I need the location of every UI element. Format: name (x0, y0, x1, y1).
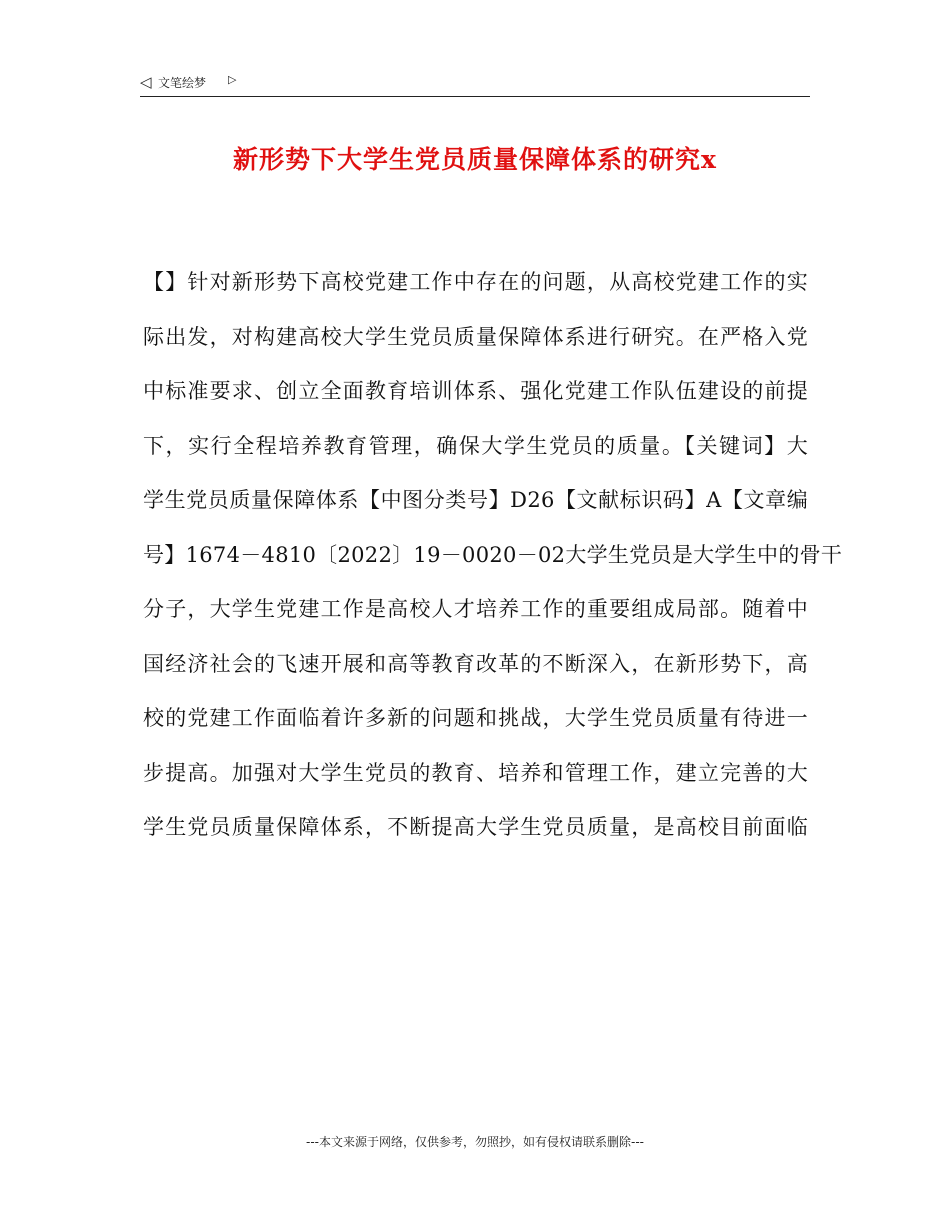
body-line: 中标准要求、创立全面教育培训体系、强化党建工作队伍建设的前提 (143, 379, 808, 403)
body-line: 学生党员质量保障体系，不断提高大学生党员质量，是高校目前面临 (143, 815, 808, 839)
body-line: 号】1674－4810〔2022〕19－0020－02大学生党员是大学生中的骨干 (143, 542, 843, 567)
body-line: 分子，大学生党建工作是高校人才培养工作的重要组成局部。随着中 (143, 597, 808, 621)
body-line: 下，实行全程培养教育管理，确保大学生党员的质量。【关键词】大 (143, 433, 808, 458)
body-line: 学生党员质量保障体系【中图分类号】D26【文献标识码】A【文章编 (143, 488, 808, 512)
page-header (140, 72, 810, 97)
body-line: 校的党建工作面临着许多新的问题和挑战，大学生党员质量有待进一 (143, 706, 808, 730)
body-line: 国经济社会的飞速开展和高等教育改革的不断深入，在新形势下，高 (143, 651, 808, 676)
document-body (143, 262, 843, 862)
body-line: 际出发，对构建高校大学生党员质量保障体系进行研究。在严格入党 (143, 324, 808, 349)
body-line: 步提高。加强对大学生党员的教育、培养和管理工作，建立完善的大 (143, 760, 808, 785)
right-triangle-icon: ▷ (228, 73, 237, 86)
footer-disclaimer: ---本文来源于网络，仅供参考，勿照抄，如有侵权请联系删除--- (306, 1135, 644, 1149)
header-title: 文笔绘梦 (158, 76, 207, 90)
left-triangle-icon: ◁ (140, 73, 152, 91)
document-title: 新形势下大学生党员质量保障体系的研究x (233, 145, 717, 174)
body-line: 【】针对新形势下高校党建工作中存在的问题，从高校党建工作的实 (143, 270, 808, 294)
